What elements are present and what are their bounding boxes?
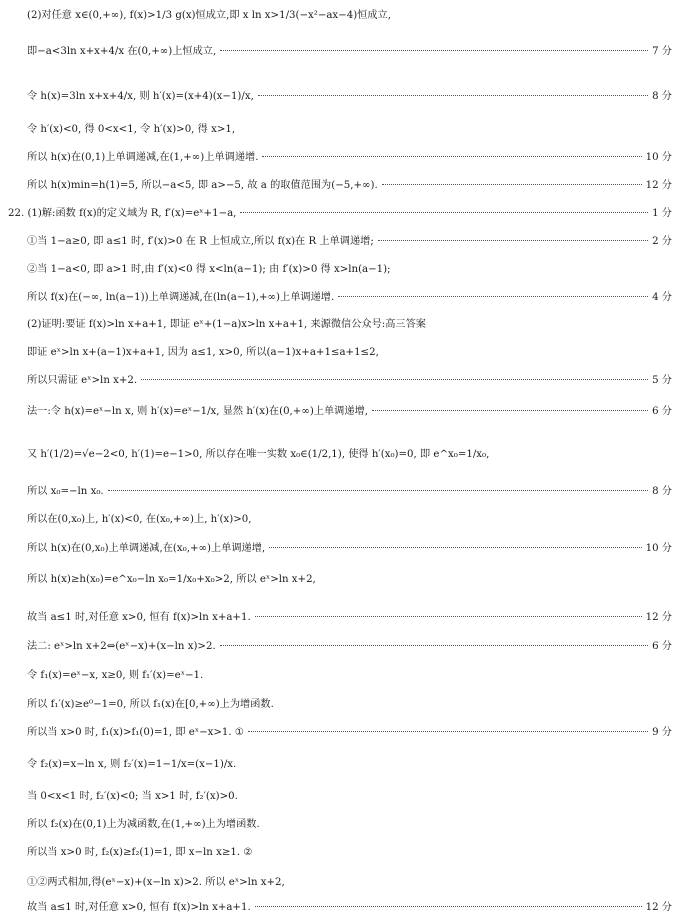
solution-line bbox=[27, 485, 672, 499]
score-label: 6 分 bbox=[652, 406, 672, 417]
leader-dots bbox=[382, 183, 642, 185]
score-label: 5 分 bbox=[652, 375, 672, 386]
solution-line bbox=[27, 698, 672, 712]
line-text: 法二: eˣ>ln x+2⇔(eˣ−x)+(x−ln x)>2. bbox=[27, 641, 216, 652]
line-text: 令 f₂(x)=x−ln x, 则 f₂′(x)=1−1/x=(x−1)/x. bbox=[27, 759, 237, 770]
line-text: 所以 h(x)在(0,1)上单调递减,在(1,+∞)上单调递增. bbox=[27, 152, 259, 163]
solution-line bbox=[27, 758, 672, 772]
line-text: 故当 a≤1 时,对任意 x>0, 恒有 f(x)>ln x+a+1. bbox=[27, 902, 251, 913]
solution-line bbox=[27, 291, 672, 305]
solution-line bbox=[27, 513, 672, 527]
line-text: 所以当 x>0 时, f₁(x)>f₁(0)=1, 即 eˣ−x>1. ① bbox=[27, 727, 245, 738]
score-label: 2 分 bbox=[652, 236, 672, 247]
leader-dots bbox=[255, 905, 642, 907]
leader-dots bbox=[372, 409, 648, 411]
solution-line bbox=[27, 448, 672, 462]
solution-line bbox=[27, 818, 672, 832]
line-text: ①当 1−a≥0, 即 a≤1 时, f′(x)>0 在 R 上恒成立,所以 f(x)在 R 上单调递增; bbox=[27, 236, 374, 247]
line-text: 即证 eˣ>ln x+(a−1)x+a+1, 因为 a≤1, x>0, 所以(a−1)x+a+1≤a+1≤2, bbox=[27, 347, 379, 358]
score-label: 12 分 bbox=[645, 180, 672, 191]
solution-line bbox=[27, 901, 672, 915]
leader-dots bbox=[108, 489, 648, 491]
line-text: ②当 1−a<0, 即 a>1 时,由 f′(x)<0 得 x<ln(a−1); 由 f′(x)>0 得 x>ln(a−1); bbox=[27, 264, 391, 275]
score-label: 7 分 bbox=[652, 46, 672, 57]
line-text: 又 h′(1/2)=√e−2<0, h′(1)=e−1>0, 所以存在唯一实数 x₀∈(1/2,1), 使得 h′(x₀)=0, 即 e^x₀=1/x₀, bbox=[27, 449, 490, 460]
solution-line bbox=[27, 876, 672, 890]
solution-line bbox=[27, 611, 672, 625]
line-text: 所以 x₀=−ln x₀. bbox=[27, 486, 104, 497]
leader-dots bbox=[240, 211, 648, 213]
score-label: 6 分 bbox=[652, 641, 672, 652]
line-text: 即−a<3ln x+x+4/x 在(0,+∞)上恒成立, bbox=[27, 46, 217, 57]
solution-line bbox=[27, 640, 672, 654]
score-label: 8 分 bbox=[652, 486, 672, 497]
line-text: 所以只需证 eˣ>ln x+2. bbox=[27, 375, 138, 386]
solution-line bbox=[27, 726, 672, 740]
score-label: 12 分 bbox=[645, 902, 672, 913]
score-label: 4 分 bbox=[652, 292, 672, 303]
solution-line bbox=[27, 542, 672, 556]
solution-line bbox=[27, 123, 672, 137]
solution-line bbox=[27, 573, 672, 587]
solution-line bbox=[27, 90, 672, 104]
score-label: 8 分 bbox=[652, 91, 672, 102]
line-text: 令 h(x)=3ln x+x+4/x, 则 h′(x)=(x+4)(x−1)/x, bbox=[27, 91, 254, 102]
line-text: 令 h′(x)<0, 得 0<x<1, 令 h′(x)>0, 得 x>1, bbox=[27, 124, 236, 135]
line-text: (2)证明:要证 f(x)>ln x+a+1, 即证 eˣ+(1−a)x>ln x+a+1, 来源微信公众号:高三答案 bbox=[27, 319, 426, 330]
leader-dots bbox=[220, 49, 648, 51]
line-text: 所以 f₁′(x)≥e⁰−1=0, 所以 f₁(x)在[0,+∞)上为增函数. bbox=[27, 699, 274, 710]
leader-dots bbox=[378, 239, 648, 241]
line-text: 当 0<x<1 时, f₂′(x)<0; 当 x>1 时, f₂′(x)>0. bbox=[27, 791, 238, 802]
solution-line bbox=[8, 207, 672, 221]
leader-dots bbox=[248, 730, 648, 732]
line-text: 所以 h(x)在(0,x₀)上单调递减,在(x₀,+∞)上单调递增, bbox=[27, 543, 266, 554]
line-text: 所以 f₂(x)在(0,1)上为减函数,在(1,+∞)上为增函数. bbox=[27, 819, 260, 830]
leader-dots bbox=[141, 378, 648, 380]
line-text: 22. (1)解:函数 f(x)的定义域为 R, f′(x)=eˣ+1−a, bbox=[8, 208, 237, 219]
leader-dots bbox=[262, 155, 641, 157]
score-label: 12 分 bbox=[645, 612, 672, 623]
leader-dots bbox=[258, 94, 648, 96]
leader-dots bbox=[220, 644, 648, 646]
solution-line bbox=[27, 151, 672, 165]
solution-line bbox=[27, 235, 672, 249]
line-text: 所以 h(x)≥h(x₀)=e^x₀−ln x₀=1/x₀+x₀>2, 所以 eˣ>ln x+2, bbox=[27, 574, 316, 585]
leader-dots bbox=[338, 295, 648, 297]
line-text: 所以 f(x)在(−∞, ln(a−1))上单调递减,在(ln(a−1),+∞)上单调递增. bbox=[27, 292, 335, 303]
solution-line bbox=[27, 263, 672, 277]
line-text: 所以当 x>0 时, f₂(x)≥f₂(1)=1, 即 x−ln x≥1. ② bbox=[27, 847, 253, 858]
line-text: 法一:令 h(x)=eˣ−ln x, 则 h′(x)=eˣ−1/x, 显然 h′(x)在(0,+∞)上单调递增, bbox=[27, 406, 368, 417]
leader-dots bbox=[269, 546, 641, 548]
line-text: (2)对任意 x∈(0,+∞), f(x)>1/3 g(x)恒成立,即 x ln x>1/3(−x²−ax−4)恒成立, bbox=[27, 10, 391, 21]
score-label: 9 分 bbox=[652, 727, 672, 738]
line-text: 所以在(0,x₀)上, h′(x)<0, 在(x₀,+∞)上, h′(x)>0, bbox=[27, 514, 252, 525]
line-text: 令 f₁(x)=eˣ−x, x≥0, 则 f₁′(x)=eˣ−1. bbox=[27, 670, 204, 681]
solution-line bbox=[27, 179, 672, 193]
solution-line bbox=[27, 9, 672, 23]
solution-line bbox=[27, 346, 672, 360]
solution-line bbox=[27, 405, 672, 419]
score-label: 10 分 bbox=[645, 543, 672, 554]
solution-line bbox=[27, 669, 672, 683]
score-label: 10 分 bbox=[645, 152, 672, 163]
solution-line bbox=[27, 318, 672, 332]
solution-line bbox=[27, 374, 672, 388]
solution-line bbox=[27, 45, 672, 59]
score-label: 1 分 bbox=[652, 208, 672, 219]
line-text: ①②两式相加,得(eˣ−x)+(x−ln x)>2. 所以 eˣ>ln x+2, bbox=[27, 877, 285, 888]
line-text: 故当 a≤1 时,对任意 x>0, 恒有 f(x)>ln x+a+1. bbox=[27, 612, 251, 623]
solution-line bbox=[27, 790, 672, 804]
leader-dots bbox=[255, 615, 642, 617]
line-text: 所以 h(x)min=h(1)=5, 所以−a<5, 即 a>−5, 故 a 的取值范围为(−5,+∞). bbox=[27, 180, 378, 191]
solution-line bbox=[27, 846, 672, 860]
